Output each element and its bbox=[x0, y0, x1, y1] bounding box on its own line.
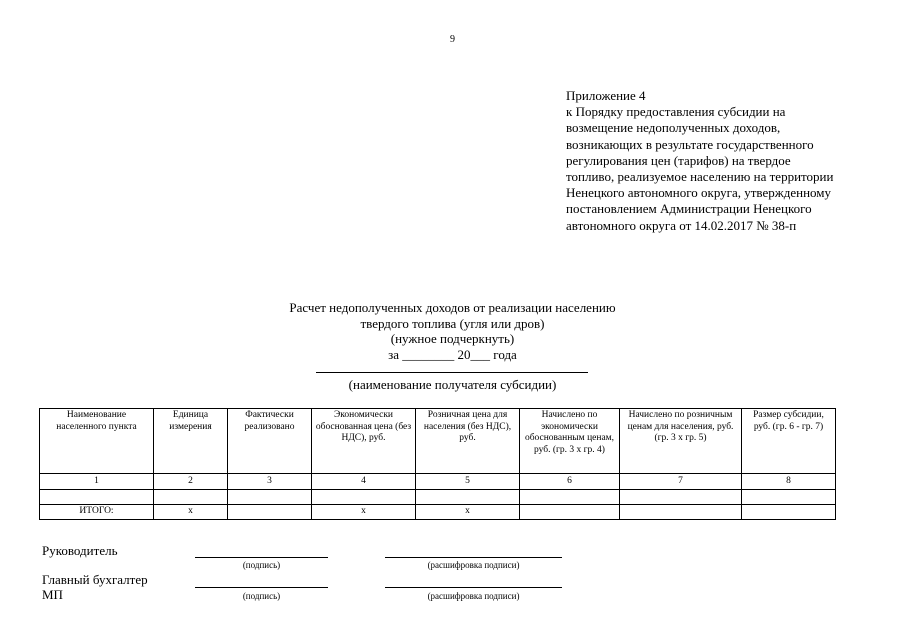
table-cell bbox=[312, 490, 416, 505]
appendix-line: возникающих в результате государственного bbox=[566, 136, 814, 152]
title-line-1: Расчет недополученных доходов от реализации населению bbox=[289, 300, 616, 315]
table-cell bbox=[742, 505, 836, 520]
column-number: 5 bbox=[416, 474, 520, 490]
head-decoding-line bbox=[385, 557, 562, 558]
column-number: 8 bbox=[742, 474, 836, 490]
col-header-charged-retail: Начислено по розничным ценам для населения, руб. (гр. 3 х гр. 5) bbox=[620, 409, 742, 474]
page-number: 9 bbox=[450, 34, 455, 45]
appendix-line: автономного округа от 14.02.2017 № 38-п bbox=[566, 217, 797, 233]
recipient-underline bbox=[316, 372, 588, 373]
appendix-line: регулирования цен (тарифов) на твердое bbox=[566, 152, 791, 168]
head-decoding-caption: (расшифровка подписи) bbox=[427, 560, 520, 570]
column-number: 7 bbox=[620, 474, 742, 490]
table-cell bbox=[416, 490, 520, 505]
recipient-label: (наименование получателя субсидии) bbox=[348, 377, 557, 392]
document-title bbox=[0, 300, 905, 362]
accountant-signature-line bbox=[195, 587, 328, 588]
table-cell: х bbox=[416, 505, 520, 520]
table-row bbox=[40, 474, 836, 490]
table-cell bbox=[40, 490, 154, 505]
col-header-economic-price: Экономически обоснованная цена (без НДС), руб. bbox=[312, 409, 416, 474]
period-line: за ________ 20___ года bbox=[388, 346, 517, 362]
appendix-line: топливо, реализуемое населению на территории bbox=[566, 169, 834, 185]
table-cell bbox=[620, 490, 742, 505]
accountant-decoding-caption: (расшифровка подписи) bbox=[427, 591, 520, 601]
total-label: ИТОГО: bbox=[40, 505, 154, 520]
title-line-2: твердого топлива (угля или дров) bbox=[360, 315, 545, 331]
column-number: 3 bbox=[228, 474, 312, 490]
head-signature-line bbox=[195, 557, 328, 558]
column-number: 4 bbox=[312, 474, 416, 490]
appendix-line: Ненецкого автономного округа, утвержденному bbox=[566, 185, 832, 201]
calculation-table bbox=[39, 408, 836, 520]
col-header-settlement: Наименование населенного пункта bbox=[40, 409, 154, 474]
table-cell bbox=[742, 490, 836, 505]
accountant-label: Главный бухгалтер bbox=[42, 572, 148, 587]
column-number: 1 bbox=[40, 474, 154, 490]
table-cell bbox=[228, 505, 312, 520]
stamp-label: МП bbox=[42, 587, 63, 602]
col-header-charged-economic: Начислено по экономически обоснованным ценам, руб. (гр. 3 х гр. 4) bbox=[520, 409, 620, 474]
appendix-line: возмещение недополученных доходов, bbox=[566, 120, 781, 136]
column-number: 2 bbox=[154, 474, 228, 490]
table-total-row bbox=[40, 505, 836, 520]
table-header-row bbox=[40, 409, 836, 474]
table-row bbox=[40, 490, 836, 505]
accountant-decoding-line bbox=[385, 587, 562, 588]
table-cell bbox=[154, 490, 228, 505]
col-header-unit: Единица измерения bbox=[154, 409, 228, 474]
table-cell bbox=[520, 490, 620, 505]
title-note: (нужное подчеркнуть) bbox=[390, 331, 515, 346]
col-header-actual-sold: Фактически реализовано bbox=[228, 409, 312, 474]
col-header-retail-price: Розничная цена для населения (без НДС), руб. bbox=[416, 409, 520, 474]
table-cell bbox=[620, 505, 742, 520]
accountant-signature-caption: (подпись) bbox=[242, 591, 281, 601]
column-number: 6 bbox=[520, 474, 620, 490]
table-cell: х bbox=[154, 505, 228, 520]
appendix-line: Приложение 4 bbox=[566, 88, 646, 103]
table-cell: х bbox=[312, 505, 416, 520]
appendix-line: постановлением Администрации Ненецкого bbox=[566, 201, 812, 217]
head-signature-caption: (подпись) bbox=[242, 560, 281, 570]
table-cell bbox=[520, 505, 620, 520]
appendix-block bbox=[566, 88, 896, 234]
appendix-line: к Порядку предоставления субсидии на bbox=[566, 104, 786, 120]
col-header-subsidy: Размер субсидии, руб. (гр. 6 - гр. 7) bbox=[742, 409, 836, 474]
head-label: Руководитель bbox=[42, 543, 118, 558]
table-cell bbox=[228, 490, 312, 505]
